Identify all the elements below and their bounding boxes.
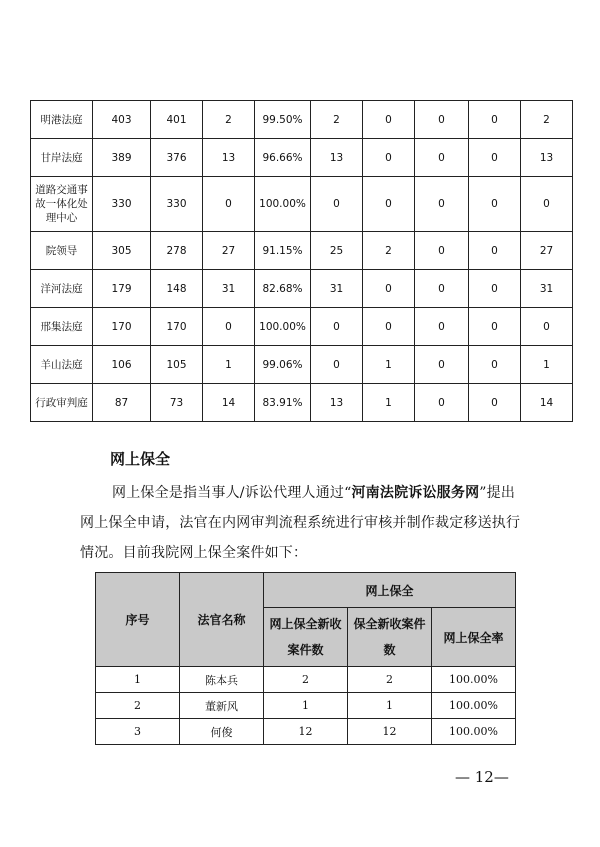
table-cell: 100.00% [432,693,516,719]
table-cell: 0 [521,177,573,232]
court-stats-table [30,100,573,422]
section-paragraph [80,478,525,568]
table-cell: 2 [311,101,363,139]
table-cell: 2 [363,232,415,270]
table-cell: 0 [415,270,469,308]
table-cell: 106 [93,346,151,384]
table-cell: 2 [96,693,180,719]
table-cell: 12 [264,719,348,745]
table-cell: 0 [469,177,521,232]
table-cell: 0 [363,101,415,139]
table-cell: 0 [203,308,255,346]
table-cell: 100.00% [432,719,516,745]
table-row [31,177,573,232]
court-name-cell: 洋河法庭 [31,270,93,308]
table-cell: 0 [363,270,415,308]
table-cell: 0 [415,177,469,232]
table-cell: 1 [96,667,180,693]
table-row [96,693,516,719]
table-cell: 403 [93,101,151,139]
table-cell: 0 [363,139,415,177]
header-new-received: 保全新收案件数 [348,608,432,667]
table-cell: 2 [348,667,432,693]
table-cell: 170 [151,308,203,346]
court-name-cell: 院领导 [31,232,93,270]
header-rate: 网上保全率 [432,608,516,667]
table-cell: 83.91% [255,384,311,422]
table-cell: 13 [311,139,363,177]
table-cell: 376 [151,139,203,177]
table-row [31,308,573,346]
table-cell: 0 [469,308,521,346]
table-cell: 0 [469,101,521,139]
table-cell: 87 [93,384,151,422]
para-text-1: 网上保全是指当事人/诉讼代理人通过“ [112,485,352,501]
table-cell: 0 [415,232,469,270]
table-cell: 25 [311,232,363,270]
table-cell: 148 [151,270,203,308]
table-cell: 0 [363,177,415,232]
table-cell: 99.50% [255,101,311,139]
table-cell: 100.00% [255,177,311,232]
header-received: 网上保全新收案件数 [264,608,348,667]
section-heading: 网上保全 [110,450,171,468]
table-cell: 0 [521,308,573,346]
table-cell: 31 [521,270,573,308]
table-cell: 305 [93,232,151,270]
court-name-cell: 邢集法庭 [31,308,93,346]
header-group: 网上保全 [264,573,516,608]
table-row [96,719,516,745]
table-cell: 3 [96,719,180,745]
table-cell: 何俊 [180,719,264,745]
table-cell: 13 [203,139,255,177]
table-cell: 27 [521,232,573,270]
table-row [31,270,573,308]
court-name-cell: 行政审判庭 [31,384,93,422]
table-cell: 0 [469,346,521,384]
table-cell: 401 [151,101,203,139]
table-row [31,101,573,139]
table-cell: 31 [311,270,363,308]
table-cell: 陈本兵 [180,667,264,693]
table-cell: 82.68% [255,270,311,308]
table-cell: 73 [151,384,203,422]
table-cell: 14 [203,384,255,422]
table-cell: 2 [521,101,573,139]
table-cell: 0 [311,308,363,346]
table-cell: 0 [469,270,521,308]
header-judge: 法官名称 [180,573,264,667]
table-cell: 1 [203,346,255,384]
table-cell: 91.15% [255,232,311,270]
court-name-cell: 道路交通事故一体化处理中心 [31,177,93,232]
table-cell: 13 [521,139,573,177]
table-cell: 0 [415,139,469,177]
table-cell: 1 [521,346,573,384]
court-name-cell: 甘岸法庭 [31,139,93,177]
table-cell: 0 [469,232,521,270]
table-row [31,139,573,177]
table-cell: 31 [203,270,255,308]
table-cell: 0 [203,177,255,232]
table-cell: 0 [363,308,415,346]
table-cell: 12 [348,719,432,745]
table-cell: 0 [415,101,469,139]
online-preservation-table [95,572,516,745]
table-cell: 0 [415,346,469,384]
table-cell: 96.66% [255,139,311,177]
para-text-2: ”提出网上保全申请，法官在内网审判流程系统进行审核并制作裁定移送执行情况。目前我院网上保全案件如下： [80,485,521,561]
table-cell: 278 [151,232,203,270]
table-cell: 100.00% [255,308,311,346]
table-cell: 1 [363,384,415,422]
table-cell: 27 [203,232,255,270]
table-row [31,384,573,422]
table-cell: 0 [469,139,521,177]
table-cell: 0 [415,308,469,346]
table-cell: 2 [264,667,348,693]
table-cell: 0 [415,384,469,422]
table-cell: 330 [151,177,203,232]
table-cell: 13 [311,384,363,422]
court-name-cell: 羊山法庭 [31,346,93,384]
court-name-cell: 明港法庭 [31,101,93,139]
table-cell: 1 [348,693,432,719]
table-cell: 100.00% [432,667,516,693]
table-cell: 0 [311,177,363,232]
table-cell: 1 [363,346,415,384]
table-cell: 99.06% [255,346,311,384]
table-cell: 105 [151,346,203,384]
table-cell: 0 [469,384,521,422]
table-cell: 0 [311,346,363,384]
table-row [31,232,573,270]
table-cell: 330 [93,177,151,232]
table-cell: 14 [521,384,573,422]
table-row [96,667,516,693]
table-cell: 170 [93,308,151,346]
page-number: — 12— [455,768,509,786]
table-cell: 1 [264,693,348,719]
table-cell: 2 [203,101,255,139]
para-text-bold: 河南法院诉讼服务网 [351,485,480,501]
table-cell: 179 [93,270,151,308]
header-index: 序号 [96,573,180,667]
table-row [31,346,573,384]
table-cell: 389 [93,139,151,177]
table-cell: 董新风 [180,693,264,719]
